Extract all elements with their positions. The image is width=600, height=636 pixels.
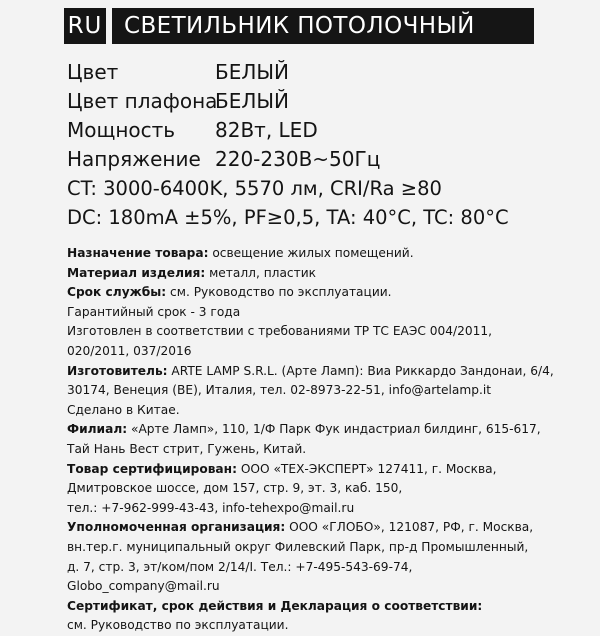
product-title: СВЕТИЛЬНИК ПОТОЛОЧНЫЙ: [112, 8, 534, 44]
detail-text: 30174, Венеция (BE), Италия, тел. 02-8973-22-51, info@artelamp.it: [67, 383, 491, 398]
detail-text: см. Руководство по эксплуатации.: [166, 285, 392, 300]
detail-text: освещение жилых помещений.: [208, 246, 414, 260]
detail-manufacturer: [67, 362, 592, 421]
spec-label: Напряжение: [67, 147, 201, 171]
detail-text: см. Руководство по эксплуатации.: [67, 618, 289, 633]
detail-label: Товар сертифицирован:: [67, 461, 237, 476]
detail-text: ООО «ТЕХ-ЭКСПЕРТ» 127411, г. Москва,: [236, 461, 497, 476]
detail-text: тел.: +7-962-999-43-43, info-tehexpo@mail.ru: [67, 500, 355, 515]
spec-label: Цвет: [67, 60, 119, 84]
spec-value: 82Вт, LED: [215, 118, 318, 142]
detail-certificate: [67, 597, 592, 636]
spec-line-dc: DC: 180mA ±5%, PF≥0,5, TA: 40°C, TC: 80°C: [67, 206, 509, 229]
detail-text: вн.тер.г. муниципальный округ Филевский Парк, пр-д Промышленный,: [67, 539, 529, 554]
spec-value: БЕЛЫЙ: [215, 89, 290, 113]
spec-line-ct: CT: 3000-6400K, 5570 лм, CRI/Ra ≥80: [67, 177, 442, 200]
detail-purpose: [67, 244, 592, 264]
detail-label: Назначение товара:: [67, 246, 209, 260]
detail-text: Сделано в Китае.: [67, 402, 180, 417]
spec-row-color: [67, 58, 587, 87]
detail-text: д. 7, стр. 3, эт/ком/пом 2/14/I. Тел.: +7-495-543-69-74,: [67, 559, 413, 574]
detail-text: Изготовлен в соответствии с требованиями ТР ТС ЕАЭС 004/2011,: [67, 324, 493, 339]
spec-row-shade-color: [67, 87, 587, 116]
detail-warranty: [67, 303, 592, 323]
detail-service-life: [67, 283, 592, 303]
label-header: [64, 8, 534, 44]
detail-label: Филиал:: [67, 422, 128, 437]
detail-material: [67, 264, 592, 284]
detail-text: 020/2011, 037/2016: [67, 343, 192, 358]
detail-label: Сертификат, срок действия и Декларация о соответствии:: [67, 598, 483, 613]
detail-text: Globo_company@mail.ru: [67, 579, 220, 594]
detail-label: Срок службы:: [67, 285, 167, 300]
detail-authorized: [67, 518, 592, 596]
detail-branch: [67, 420, 592, 459]
detail-text: Гарантийный срок - 3 года: [67, 304, 241, 319]
spec-label: Мощность: [67, 118, 176, 142]
detail-label: Уполномоченная организация:: [67, 520, 286, 535]
details-block: [67, 244, 592, 636]
detail-label: Материал изделия:: [67, 265, 206, 280]
spec-block: [67, 58, 587, 232]
detail-text: «Арте Ламп», 110, 1/Ф Парк Фук индастриал билдинг, 615-617,: [127, 422, 541, 437]
spec-label: Цвет плафона: [67, 89, 218, 113]
detail-text: металл, пластик: [205, 265, 317, 280]
detail-text: ООО «ГЛОБО», 121087, РФ, г. Москва,: [285, 520, 534, 535]
detail-text: Дмитровское шоссе, дом 157, стр. 9, эт. 3, каб. 150,: [67, 481, 403, 496]
detail-text: ARTE LAMP S.R.L. (Арте Ламп): Виа Риккардо Зандонаи, 6/4,: [167, 363, 554, 378]
detail-text: Тай Нань Вест стрит, Гужень, Китай.: [67, 441, 307, 456]
spec-value: БЕЛЫЙ: [215, 60, 290, 84]
detail-standards: [67, 322, 592, 361]
spec-row-power: [67, 116, 587, 145]
detail-certified: [67, 460, 592, 519]
spec-row-voltage: [67, 145, 587, 174]
spec-value: 220-230В~50Гц: [215, 147, 381, 171]
language-badge: RU: [64, 8, 106, 44]
detail-label: Изготовитель:: [67, 363, 168, 378]
